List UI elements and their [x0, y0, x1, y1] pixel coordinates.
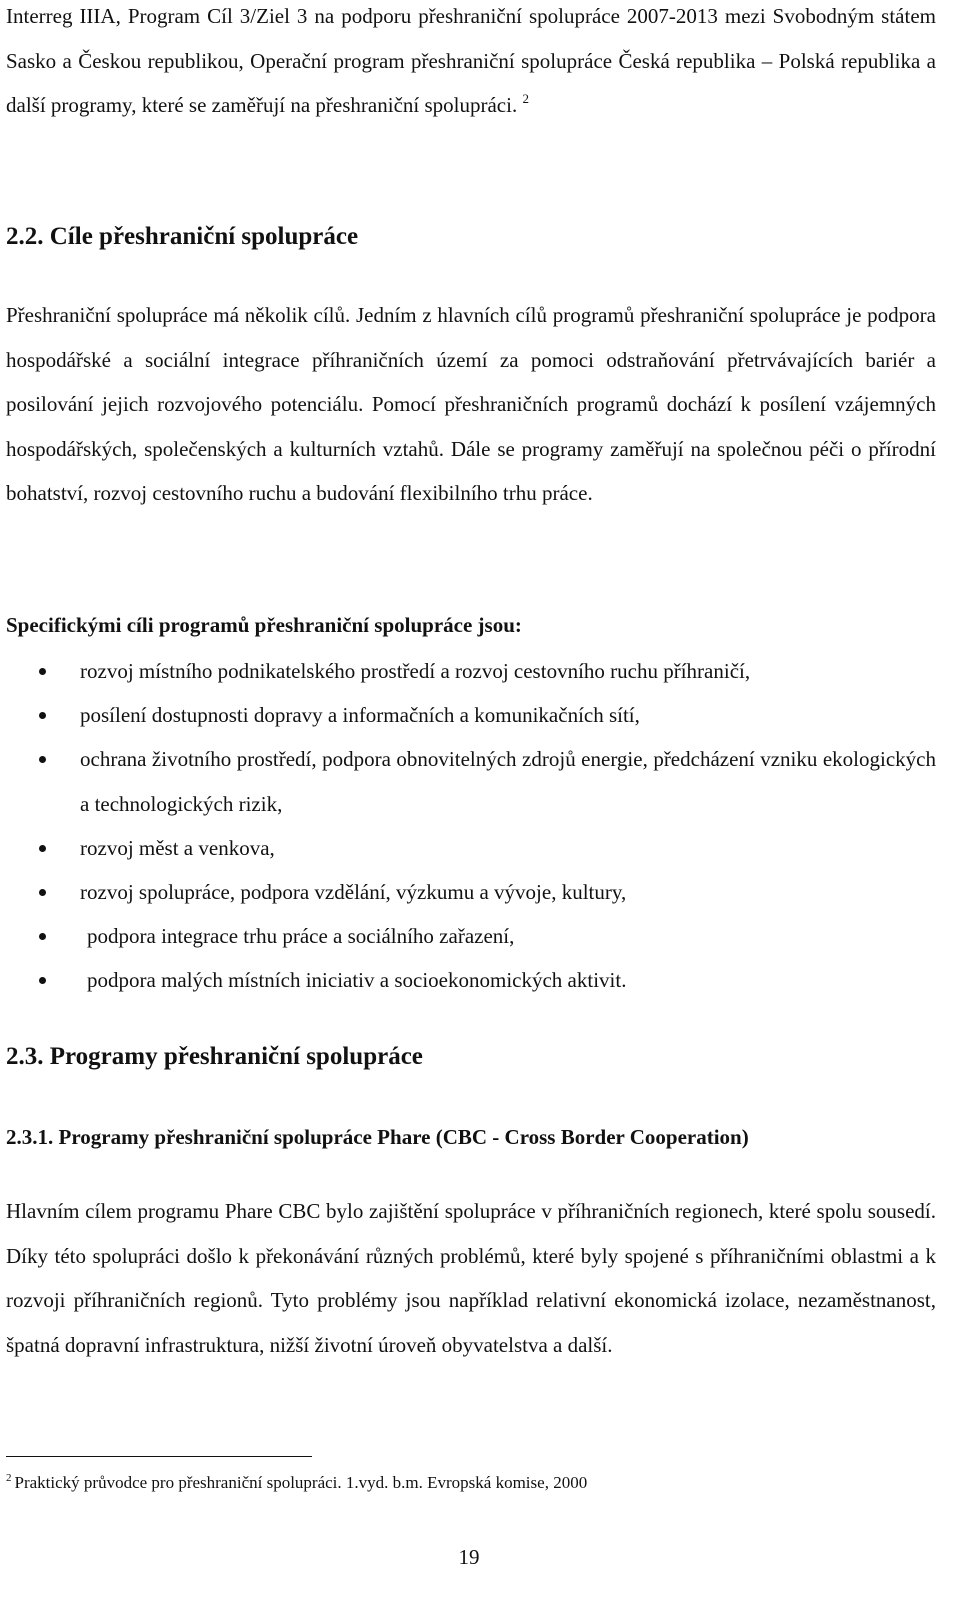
section-heading-cile: 2.2. Cíle přeshraniční spolupráce: [6, 223, 359, 250]
list-item-text: rozvoj místního podnikatelského prostředí a rozvoj cestovního ruchu příhraničí,: [80, 659, 751, 683]
intro-paragraph: [6, 0, 936, 128]
bullet-icon: [39, 756, 46, 763]
list-item-text: rozvoj měst a venkova,: [80, 835, 275, 860]
list-item-text: posílení dostupnosti dopravy a informačních a komunikačních sítí,: [80, 703, 640, 728]
page-number: 19: [458, 1545, 480, 1569]
list-item: [0, 693, 936, 737]
list-item-text: rozvoj spolupráce, podpora vzdělání, výzkumu a vývoje, kultury,: [80, 880, 627, 905]
list-item-text: podpora integrace trhu práce a sociálního zařazení,: [87, 924, 515, 949]
bullet-icon: [39, 668, 46, 675]
footnote-reference: 2: [522, 91, 529, 107]
footnote-text: Praktický průvodce pro přeshraniční spolupráci. 1.vyd. b.m. Evropská komise, 2000: [14, 1473, 588, 1492]
bullet-icon: [39, 712, 46, 719]
list-item: [0, 649, 936, 693]
specific-goals-list: [0, 649, 936, 1003]
list-item-text: ochrana životního prostředí, podpora obnovitelných zdrojů energie, předcházení vzniku ekologických a technologických rizik,: [80, 747, 936, 816]
subsection-heading-phare: 2.3.1. Programy přeshraniční spolupráce Phare (CBC - Cross Border Cooperation): [6, 1125, 749, 1149]
list-item: [0, 870, 936, 914]
footnote: [6, 1470, 587, 1496]
list-item: [0, 737, 936, 825]
cile-paragraph: Přeshraniční spolupráce má několik cílů. Jedním z hlavních cílů programů přeshraniční spolupráce je podpora hospodářské a sociální integrace příhraničních území za pomoci odstraňování přetrvávajících bariér a posilování jejich rozvojového potenciálu. Pomocí přeshraničních programů dochází k posílení vzájemných hospodářských, společenských a kulturních vztahů. Dále se programy zaměřují na společnou péči o přírodní bohatství, rozvoj cestovního ruchu a budování flexibilního trhu práce.: [6, 303, 936, 506]
intro-text: Interreg IIIA, Program Cíl 3/Ziel 3 na podporu přeshraniční spolupráce 2007-2013 mezi Svobodným státem Sasko a Českou republikou, Operační program přeshraniční spolupráce Česká republika – Polská republika a další programy, které se zaměřují na přeshraniční spolupráci.: [6, 4, 936, 118]
bullet-icon: [39, 845, 46, 852]
bullet-icon: [39, 977, 46, 984]
list-item-text: podpora malých místních iniciativ a socioekonomických aktivit.: [87, 968, 627, 993]
list-item: [0, 958, 936, 1002]
specific-goals-heading: Specifickými cíli programů přeshraniční spolupráce jsou:: [6, 613, 522, 637]
bullet-icon: [39, 889, 46, 896]
list-item: [0, 914, 936, 958]
list-item: [0, 826, 936, 870]
phare-paragraph: Hlavním cílem programu Phare CBC bylo zajištění spolupráce v příhraničních regionech, které spolu sousedí. Díky této spolupráci došlo k překonávání různých problémů, které byly spojené s příhraničními oblastmi a k rozvoji příhraničních regionů. Tyto problémy jsou například relativní ekonomická izolace, nezaměstnanost, špatná dopravní infrastruktura, nižší životní úroveň obyvatelstva a další.: [6, 1199, 936, 1357]
footnote-number: 2: [6, 1472, 12, 1484]
footnote-divider: [6, 1456, 312, 1457]
section-heading-programy: 2.3. Programy přeshraniční spolupráce: [6, 1043, 423, 1070]
bullet-icon: [39, 933, 46, 940]
